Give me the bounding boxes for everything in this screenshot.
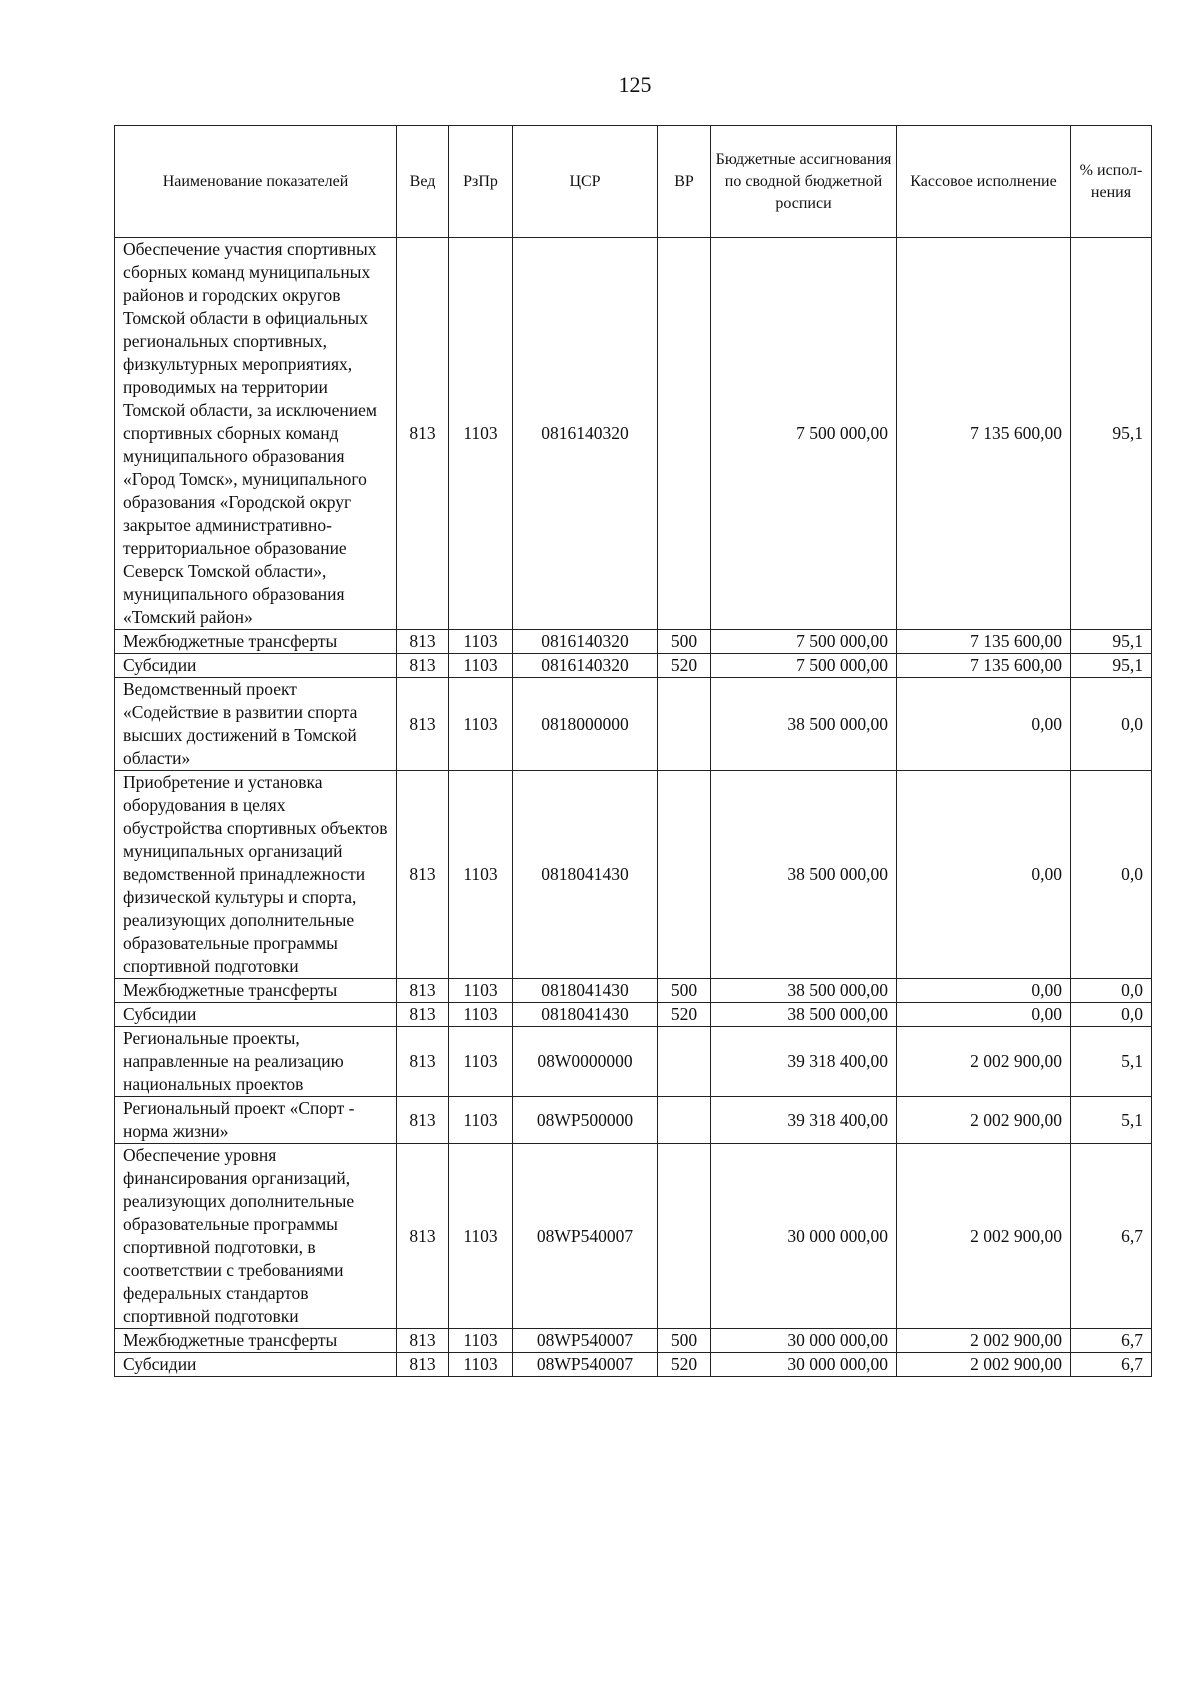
row-vr: 520 — [658, 654, 711, 678]
row-csr: 08WP540007 — [513, 1329, 658, 1353]
row-vr — [658, 771, 711, 979]
row-percent: 95,1 — [1071, 654, 1152, 678]
row-kassa: 2 002 900,00 — [897, 1097, 1071, 1144]
row-ved: 813 — [397, 771, 449, 979]
row-ved: 813 — [397, 1144, 449, 1329]
row-csr: 08W0000000 — [513, 1027, 658, 1097]
row-name: Межбюджетные трансферты — [115, 630, 397, 654]
row-percent: 6,7 — [1071, 1329, 1152, 1353]
row-csr: 08WP540007 — [513, 1353, 658, 1377]
row-kassa: 0,00 — [897, 1003, 1071, 1027]
row-kassa: 2 002 900,00 — [897, 1027, 1071, 1097]
header-name: Наименование показателей — [115, 126, 397, 238]
row-ved: 813 — [397, 1329, 449, 1353]
table-header-row — [115, 126, 1152, 238]
row-percent: 5,1 — [1071, 1097, 1152, 1144]
row-budget: 39 318 400,00 — [711, 1097, 897, 1144]
row-vr — [658, 238, 711, 630]
table-row — [115, 654, 1152, 678]
row-rzpr: 1103 — [449, 238, 513, 630]
row-ved: 813 — [397, 678, 449, 771]
table-row — [115, 771, 1152, 979]
row-budget: 30 000 000,00 — [711, 1353, 897, 1377]
row-rzpr: 1103 — [449, 1329, 513, 1353]
row-vr: 500 — [658, 630, 711, 654]
budget-execution-table — [114, 125, 1152, 1377]
row-name: Ведомственный проект «Содействие в развитии спорта высших достижений в Томской области» — [115, 678, 397, 771]
row-budget: 38 500 000,00 — [711, 678, 897, 771]
table-row — [115, 979, 1152, 1003]
row-name: Региональные проекты, направленные на реализацию национальных проектов — [115, 1027, 397, 1097]
row-vr: 520 — [658, 1003, 711, 1027]
row-ved: 813 — [397, 1003, 449, 1027]
row-kassa: 2 002 900,00 — [897, 1353, 1071, 1377]
row-rzpr: 1103 — [449, 654, 513, 678]
row-csr: 0818041430 — [513, 771, 658, 979]
row-rzpr: 1103 — [449, 678, 513, 771]
row-ved: 813 — [397, 654, 449, 678]
header-percent: % испол-нения — [1071, 126, 1152, 238]
table-row — [115, 238, 1152, 630]
row-budget: 30 000 000,00 — [711, 1329, 897, 1353]
table-row — [115, 1003, 1152, 1027]
row-percent: 5,1 — [1071, 1027, 1152, 1097]
row-kassa: 0,00 — [897, 979, 1071, 1003]
row-ved: 813 — [397, 1027, 449, 1097]
row-csr: 0816140320 — [513, 238, 658, 630]
row-rzpr: 1103 — [449, 1027, 513, 1097]
header-budget: Бюджетные ассигнования по сводной бюджетной росписи — [711, 126, 897, 238]
row-csr: 0816140320 — [513, 654, 658, 678]
row-percent: 0,0 — [1071, 979, 1152, 1003]
table-row — [115, 1027, 1152, 1097]
header-kassa: Кассовое исполнение — [897, 126, 1071, 238]
row-budget: 38 500 000,00 — [711, 979, 897, 1003]
row-budget: 7 500 000,00 — [711, 238, 897, 630]
row-name: Межбюджетные трансферты — [115, 1329, 397, 1353]
row-percent: 6,7 — [1071, 1144, 1152, 1329]
row-budget: 38 500 000,00 — [711, 771, 897, 979]
row-csr: 0818000000 — [513, 678, 658, 771]
row-ved: 813 — [397, 630, 449, 654]
row-rzpr: 1103 — [449, 771, 513, 979]
row-percent: 95,1 — [1071, 630, 1152, 654]
row-rzpr: 1103 — [449, 1144, 513, 1329]
row-ved: 813 — [397, 1353, 449, 1377]
row-kassa: 7 135 600,00 — [897, 654, 1071, 678]
row-percent: 0,0 — [1071, 1003, 1152, 1027]
row-percent: 0,0 — [1071, 678, 1152, 771]
row-ved: 813 — [397, 1097, 449, 1144]
row-rzpr: 1103 — [449, 1003, 513, 1027]
row-name: Межбюджетные трансферты — [115, 979, 397, 1003]
row-name: Обеспечение участия спортивных сборных команд муниципальных районов и городских округов Томской области в официальных региональных спортивных, физкультурных мероприятиях, проводимых на территории Томской области, за исключением спортивных сборных команд муниципального образования «Город Томск», муниципального образования «Городской округ закрытое административно-территориальное образование Северск Томской области», муниципального образования «Томский район» — [115, 238, 397, 630]
page-number: 125 — [618, 72, 652, 97]
row-budget: 38 500 000,00 — [711, 1003, 897, 1027]
row-name: Субсидии — [115, 1353, 397, 1377]
table-row — [115, 1353, 1152, 1377]
row-rzpr: 1103 — [449, 630, 513, 654]
row-vr — [658, 1144, 711, 1329]
row-percent: 6,7 — [1071, 1353, 1152, 1377]
table-row — [115, 1144, 1152, 1329]
row-name: Приобретение и установка оборудования в целях обустройства спортивных объектов муниципальных организаций ведомственной принадлежности физической культуры и спорта, реализующих дополнительные образовательные программы спортивной подготовки — [115, 771, 397, 979]
table-row — [115, 630, 1152, 654]
row-ved: 813 — [397, 238, 449, 630]
header-csr: ЦСР — [513, 126, 658, 238]
row-kassa: 2 002 900,00 — [897, 1144, 1071, 1329]
row-csr: 08WP500000 — [513, 1097, 658, 1144]
row-ved: 813 — [397, 979, 449, 1003]
row-rzpr: 1103 — [449, 1353, 513, 1377]
row-kassa: 7 135 600,00 — [897, 630, 1071, 654]
row-percent: 0,0 — [1071, 771, 1152, 979]
table-body — [115, 238, 1152, 1377]
row-name: Региональный проект «Спорт - норма жизни» — [115, 1097, 397, 1144]
row-budget: 7 500 000,00 — [711, 630, 897, 654]
header-vr: ВР — [658, 126, 711, 238]
table-row — [115, 1329, 1152, 1353]
row-name: Субсидии — [115, 654, 397, 678]
row-vr — [658, 678, 711, 771]
row-kassa: 2 002 900,00 — [897, 1329, 1071, 1353]
row-budget: 39 318 400,00 — [711, 1027, 897, 1097]
row-budget: 30 000 000,00 — [711, 1144, 897, 1329]
header-rzpr: РзПр — [449, 126, 513, 238]
row-csr: 08WP540007 — [513, 1144, 658, 1329]
row-vr: 500 — [658, 1329, 711, 1353]
row-vr — [658, 1097, 711, 1144]
row-name: Субсидии — [115, 1003, 397, 1027]
row-csr: 0818041430 — [513, 979, 658, 1003]
row-vr: 520 — [658, 1353, 711, 1377]
row-kassa: 0,00 — [897, 678, 1071, 771]
row-vr — [658, 1027, 711, 1097]
row-percent: 95,1 — [1071, 238, 1152, 630]
row-csr: 0816140320 — [513, 630, 658, 654]
table-row — [115, 678, 1152, 771]
row-budget: 7 500 000,00 — [711, 654, 897, 678]
table-row — [115, 1097, 1152, 1144]
row-rzpr: 1103 — [449, 979, 513, 1003]
row-csr: 0818041430 — [513, 1003, 658, 1027]
row-rzpr: 1103 — [449, 1097, 513, 1144]
row-vr: 500 — [658, 979, 711, 1003]
row-name: Обеспечение уровня финансирования организаций, реализующих дополнительные образовательные программы спортивной подготовки, в соответствии с требованиями федеральных стандартов спортивной подготовки — [115, 1144, 397, 1329]
row-kassa: 0,00 — [897, 771, 1071, 979]
header-ved: Вед — [397, 126, 449, 238]
row-kassa: 7 135 600,00 — [897, 238, 1071, 630]
